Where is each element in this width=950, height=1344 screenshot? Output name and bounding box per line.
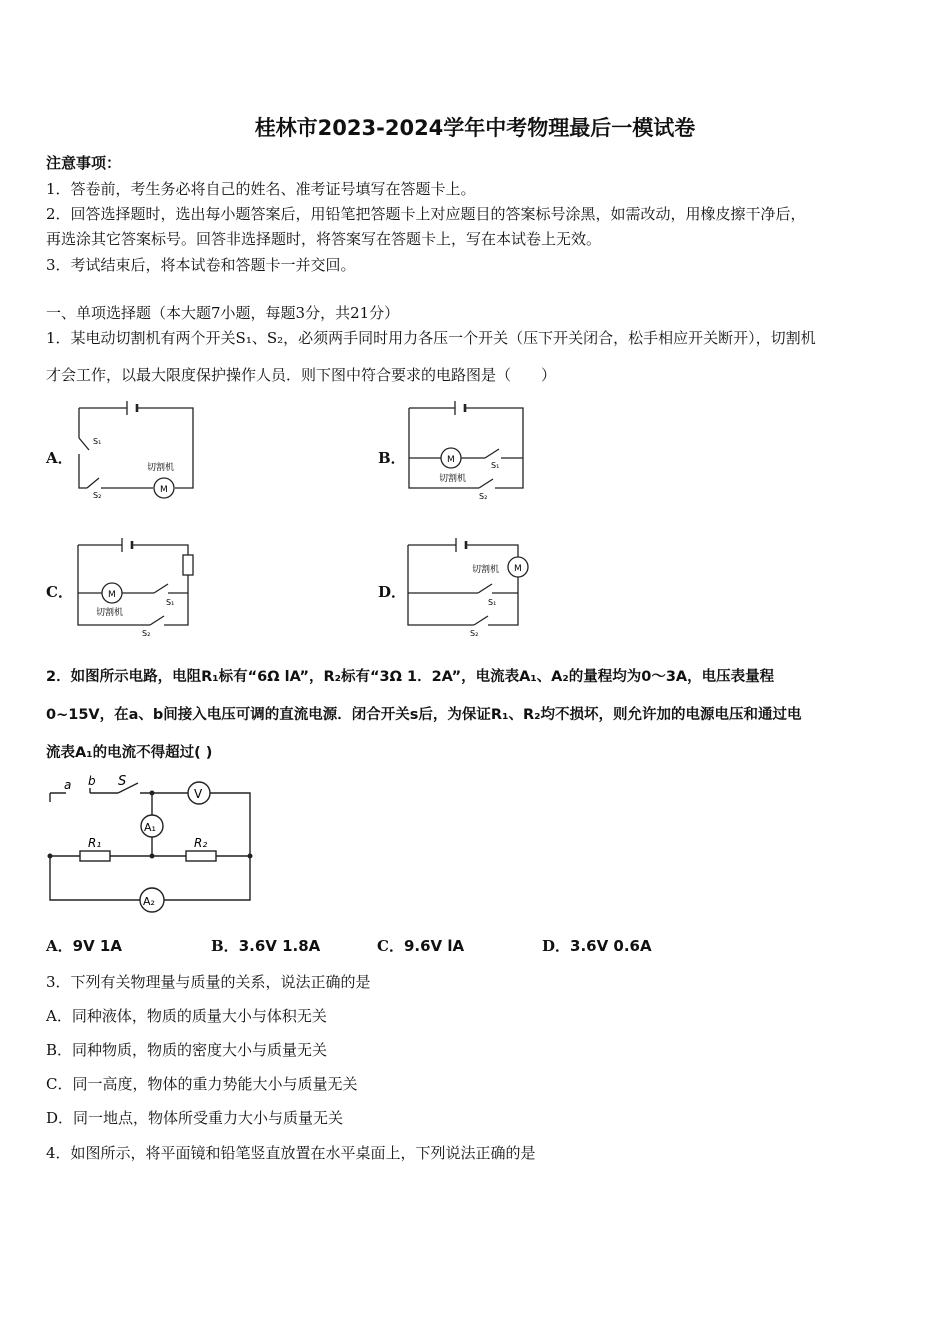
q1c-motor: M [108, 590, 116, 600]
q3-option-d: D．同一地点，物体所受重力大小与质量无关 [46, 1109, 344, 1127]
q2-option-d-label: D． [542, 937, 571, 955]
q3-option-c: C．同一高度，物体的重力势能大小与质量无关 [46, 1075, 358, 1093]
q1-option-b-label: B． [378, 449, 406, 467]
q2-option-a-text: 9V 1A [72, 937, 122, 955]
q2-a1-label: A₁ [144, 821, 156, 834]
q1-option-d-label: D． [378, 583, 407, 601]
q2-stem-line2: 0~15V，在a、b间接入电压可调的直流电源．闭合开关s后，为保证R₁、R₂均不损坏，则允许加的电源电压和通过电 [46, 707, 802, 723]
q1c-cutter: 切割机 [96, 608, 124, 618]
q3-option-b: B．同种物质，物质的密度大小与质量无关 [46, 1041, 328, 1059]
section-heading: 一、单项选择题（本大题7小题，每题3分，共21分） [46, 304, 400, 322]
q1-circuit-c [72, 535, 202, 641]
q1a-s2: S₂ [93, 491, 102, 500]
q2-option-a-label: A． [46, 937, 73, 955]
q2-option-b-label: B． [211, 937, 239, 955]
q2-option-c [377, 935, 464, 956]
q1b-s1: S₁ [491, 461, 500, 470]
q3-stem: 3．下列有关物理量与质量的关系，说法正确的是 [46, 973, 371, 991]
q2-option-a [46, 935, 122, 956]
q1d-s1: S₁ [488, 598, 497, 607]
q2-switch-label: S [118, 774, 127, 789]
q1a-cutter: 切割机 [147, 463, 175, 473]
q1-option-c-label: C． [46, 583, 73, 601]
notice-item-3: 3．考试结束后，将本试卷和答题卡一并交回。 [46, 256, 356, 274]
q1a-motor: M [160, 485, 168, 495]
q4-stem: 4．如图所示，将平面镜和铅笔竖直放置在水平桌面上，下列说法正确的是 [46, 1144, 536, 1162]
q2-option-d-text: 3.6V 0.6A [570, 937, 652, 955]
q1c-s2: S₂ [142, 629, 151, 638]
q1b-motor: M [447, 455, 455, 465]
q1a-s1: S₁ [93, 437, 102, 446]
q1c-s1: S₁ [166, 598, 175, 607]
q2-circuit [44, 776, 259, 914]
q2-a2-label: A₂ [143, 895, 155, 908]
notice-item-2: 2．回答选择题时，选出每小题答案后，用铅笔把答题卡上对应题目的答案标号涂黑，如需改动，用橡皮擦干净后， [46, 205, 806, 223]
q2-r1-label: R₁ [88, 836, 102, 850]
q2-option-d [542, 935, 652, 956]
q1-option-a-label: A． [46, 449, 73, 467]
q2-option-b-text: 3.6V 1.8A [238, 937, 321, 955]
q1-circuit-d [402, 535, 532, 641]
q1d-motor: M [514, 564, 522, 574]
q2-option-b [211, 935, 320, 956]
notice-item-2-cont: 再选涂其它答案标号。回答非选择题时，将答案写在答题卡上，写在本试卷上无效。 [46, 230, 602, 248]
q1-stem-line1: 1．某电动切割机有两个开关S₁、S₂，必须两手同时用力各压一个开关（压下开关闭合，松手相应开关断开），切割机 [46, 329, 816, 347]
q3-option-a: A．同种液体，物质的质量大小与体积无关 [46, 1007, 327, 1025]
q1-circuit-b [405, 398, 530, 502]
q2-stem-line3: 流表A₁的电流不得超过( ) [46, 745, 213, 761]
q1-stem-line2: 才会工作，以最大限度保护操作人员．则下图中符合要求的电路图是（ ） [46, 366, 557, 384]
q1d-s2: S₂ [470, 629, 479, 638]
q2-option-c-label: C． [377, 937, 404, 955]
q2-r2-label: R₂ [194, 836, 208, 850]
notice-item-1: 1．答卷前，考生务必将自己的姓名、准考证号填写在答题卡上。 [46, 180, 476, 198]
q2-terminal-a: a [64, 778, 72, 792]
q2-stem-line1: 2．如图所示电路，电阻R₁标有“6Ω lA”，R₂标有“3Ω 1．2A”，电流表A₁、A₂的量程均为0～3A，电压表量程 [46, 669, 775, 685]
q2-voltmeter-label: V [194, 787, 203, 801]
q1d-cutter: 切割机 [472, 565, 500, 575]
page-title: 桂林市2023-2024学年中考物理最后一模试卷 [254, 116, 696, 140]
q1b-cutter: 切割机 [439, 474, 467, 484]
q1b-s2: S₂ [479, 492, 488, 501]
q2-option-c-text: 9.6V lA [403, 937, 465, 955]
q2-terminal-b: b [88, 774, 96, 788]
q1-circuit-a [75, 398, 200, 500]
notice-heading: 注意事项： [46, 154, 122, 172]
